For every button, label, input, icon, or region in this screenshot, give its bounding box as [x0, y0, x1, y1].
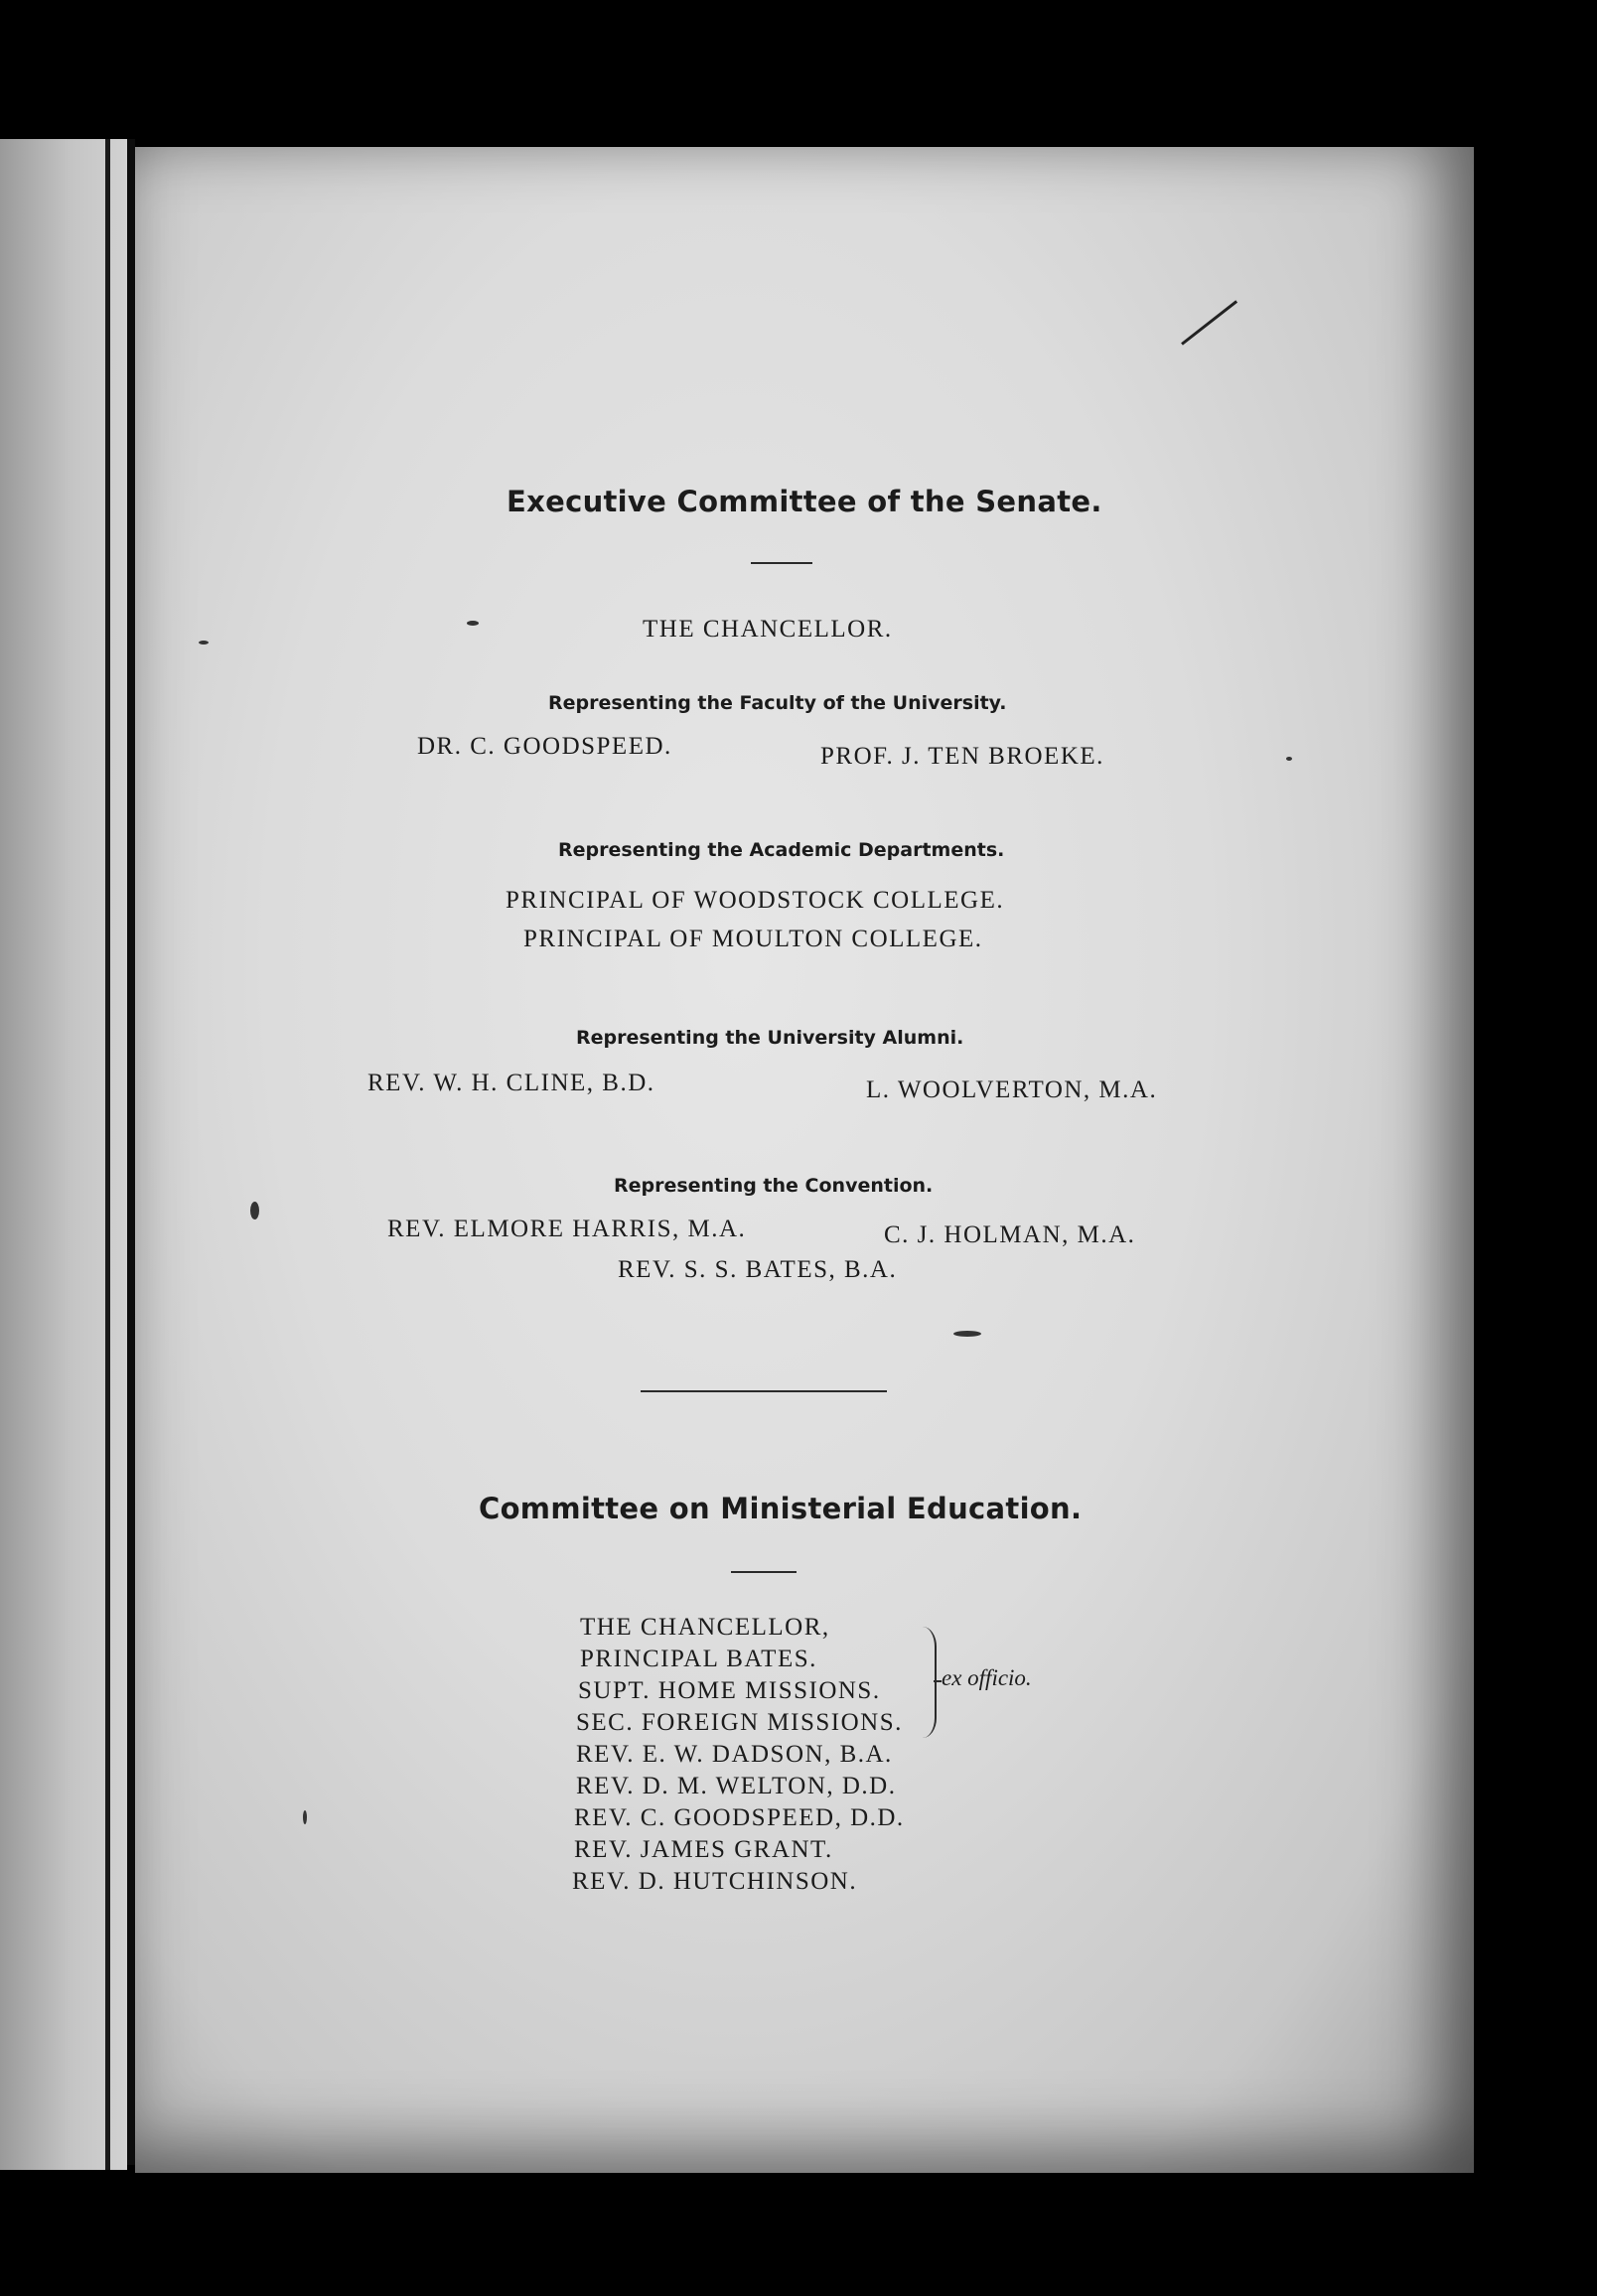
short-rule	[751, 562, 812, 564]
short-rule	[731, 1571, 797, 1573]
convention-member-right: C. J. HOLMAN, M.A.	[884, 1221, 1136, 1248]
alumni-member-right: L. WOOLVERTON, M.A.	[866, 1076, 1158, 1103]
ministerial-member: SUPT. HOME MISSIONS.	[578, 1677, 881, 1704]
ex-officio-brace-tip	[934, 1680, 942, 1682]
ex-officio-note: ex officio.	[942, 1665, 1032, 1690]
ministerial-member: THE CHANCELLOR,	[580, 1614, 830, 1641]
convention-member-center: REV. S. S. BATES, B.A.	[618, 1256, 898, 1283]
convention-label: Representing the Convention.	[614, 1175, 934, 1197]
academic-label: Representing the Academic Departments.	[558, 839, 1005, 861]
executive-committee-title: Executive Committee of the Senate.	[507, 485, 1102, 518]
ministerial-member: REV. JAMES GRANT.	[574, 1836, 833, 1863]
alumni-label: Representing the University Alumni.	[576, 1027, 964, 1049]
faculty-label: Representing the Faculty of the University.	[548, 692, 1007, 714]
ministerial-member: REV. D. M. WELTON, D.D.	[576, 1773, 897, 1799]
ministerial-committee-title: Committee on Ministerial Education.	[479, 1492, 1083, 1525]
ministerial-member: REV. D. HUTCHINSON.	[572, 1868, 858, 1895]
academic-member-2: PRINCIPAL OF MOULTON COLLEGE.	[523, 926, 983, 952]
ministerial-member: REV. C. GOODSPEED, D.D.	[574, 1804, 905, 1831]
ministerial-member: REV. E. W. DADSON, B.A.	[576, 1741, 893, 1768]
ministerial-member: SEC. FOREIGN MISSIONS.	[576, 1709, 903, 1736]
alumni-member-left: REV. W. H. CLINE, B.D.	[367, 1070, 655, 1096]
section-divider	[641, 1390, 887, 1392]
faculty-member-right: PROF. J. TEN BROEKE.	[820, 743, 1104, 770]
ministerial-member: PRINCIPAL BATES.	[580, 1646, 817, 1672]
chancellor-line: THE CHANCELLOR.	[643, 616, 893, 643]
faculty-member-left: DR. C. GOODSPEED.	[417, 733, 672, 760]
ex-officio-brace	[919, 1627, 937, 1738]
academic-member-1: PRINCIPAL OF WOODSTOCK COLLEGE.	[506, 887, 1005, 914]
convention-member-left: REV. ELMORE HARRIS, M.A.	[387, 1216, 747, 1242]
